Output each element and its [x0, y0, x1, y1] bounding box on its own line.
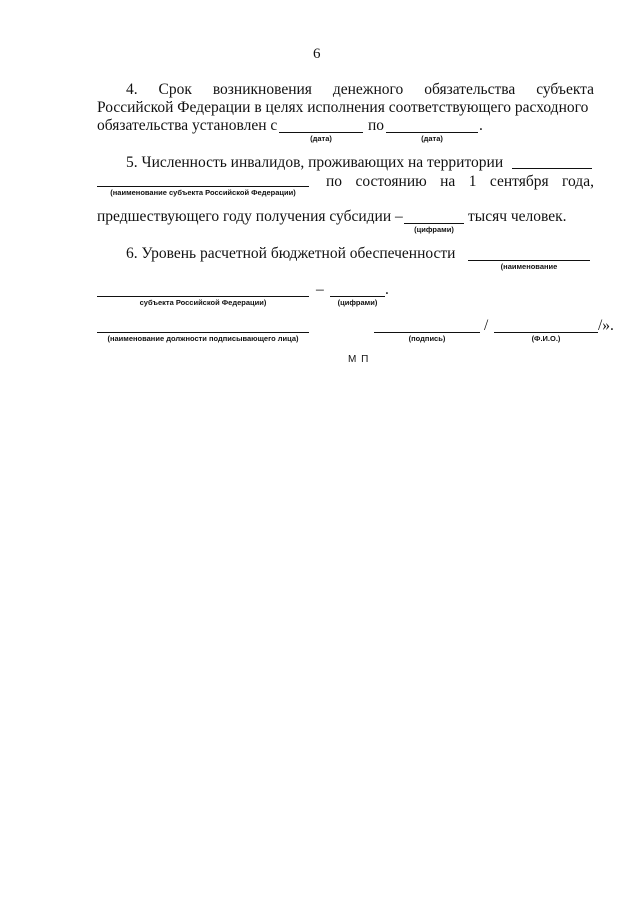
level-line — [330, 296, 385, 297]
position-line — [97, 332, 309, 333]
item5-line1: 5. Численность инвалидов, проживающих на территории — [126, 154, 504, 171]
item6-dash: – — [316, 281, 324, 298]
date-from-caption: (дата) — [310, 134, 332, 143]
name-line-right — [468, 260, 590, 261]
name-line-left — [97, 296, 309, 297]
item4-word: 4. — [126, 81, 138, 98]
subject-caption-2: субъекта Российской Федерации) — [139, 298, 267, 307]
position-caption: (наименование должности подписывающего лица) — [107, 334, 299, 343]
item5-word: года, — [562, 173, 594, 190]
item5-line2 — [326, 173, 594, 191]
signature-end: /». — [598, 317, 614, 334]
count-line — [404, 223, 464, 224]
page-number: 6 — [313, 46, 321, 62]
level-caption: (цифрами) — [337, 298, 378, 307]
item4-connector: по — [368, 117, 385, 134]
stamp-mark: М П — [348, 354, 370, 365]
sign-line — [374, 332, 480, 333]
item4-word: возникновения — [212, 81, 312, 98]
territory-line-left — [97, 186, 309, 187]
item5-word: по — [326, 173, 343, 190]
fio-caption: (Ф.И.О.) — [531, 334, 561, 343]
territory-line-right — [512, 168, 592, 169]
item4-word: Срок — [158, 81, 192, 98]
item5-line3-prefix: предшествующего году получения субсидии – — [97, 208, 403, 225]
subject-caption: (наименование субъекта Российской Федерации) — [110, 188, 296, 197]
item4-word: субъекта — [536, 81, 594, 98]
date-from-line — [279, 132, 363, 133]
item4-word: обязательства — [424, 81, 516, 98]
item4-word: денежного — [332, 81, 404, 98]
item5-word: на — [440, 173, 456, 190]
item5-word: 1 — [468, 173, 477, 190]
date-to-line — [386, 132, 478, 133]
item5-line3-suffix: тысяч человек. — [468, 208, 567, 225]
item5-word: сентября — [489, 173, 549, 190]
fio-line — [494, 332, 598, 333]
item6-end: . — [385, 281, 389, 298]
item4-line1 — [126, 81, 594, 99]
signature-slash: / — [484, 317, 489, 334]
item4-end: . — [479, 117, 483, 134]
count-caption: (цифрами) — [414, 225, 454, 234]
item4-line2: Российской Федерации в целях исполнения соответствующего расходного — [97, 99, 589, 116]
item5-word: состоянию — [355, 173, 427, 190]
sign-caption: (подпись) — [408, 334, 446, 343]
item6-line1: 6. Уровень расчетной бюджетной обеспеченности — [126, 245, 456, 262]
item4-line3-prefix: обязательства установлен с — [97, 117, 278, 134]
date-to-caption: (дата) — [421, 134, 443, 143]
name-caption: (наименование — [500, 262, 558, 271]
